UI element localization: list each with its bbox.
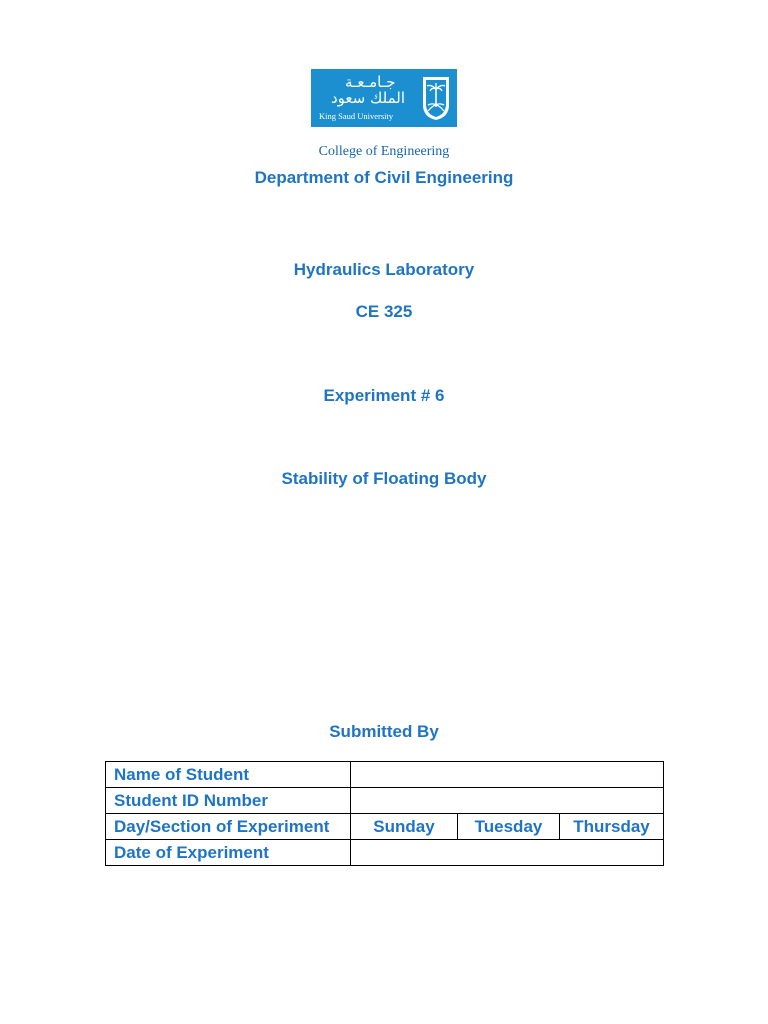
logo-arabic-line2: الملك سعود: [331, 89, 406, 107]
student-id-field[interactable]: [351, 788, 664, 814]
college-name: College of Engineering: [318, 144, 450, 159]
experiment-number: Experiment # 6: [323, 386, 445, 405]
logo-arabic-line1: جـامـعـة: [345, 73, 396, 91]
experiment-date-field[interactable]: [351, 840, 664, 866]
logo-english-name: King Saud University: [319, 111, 394, 121]
university-logo: [311, 69, 457, 127]
course-code: CE 325: [355, 302, 413, 321]
table-row: [106, 762, 664, 788]
student-info-table: [105, 761, 664, 866]
day-option-sunday[interactable]: Sunday: [351, 814, 458, 840]
day-option-tuesday[interactable]: Tuesday: [458, 814, 560, 840]
table-row: [106, 788, 664, 814]
table-row: [106, 840, 664, 866]
student-name-field[interactable]: [351, 762, 664, 788]
submitted-by-heading: Submitted By: [329, 722, 439, 741]
table-row: [106, 814, 664, 840]
name-label: Name of Student: [106, 762, 351, 788]
section-label: Day/Section of Experiment: [106, 814, 351, 840]
day-option-thursday[interactable]: Thursday: [560, 814, 664, 840]
palm-swords-emblem-icon: [421, 75, 451, 121]
department-name: Department of Civil Engineering: [254, 168, 514, 187]
id-label: Student ID Number: [106, 788, 351, 814]
date-label: Date of Experiment: [106, 840, 351, 866]
lab-name: Hydraulics Laboratory: [293, 260, 475, 279]
experiment-title: Stability of Floating Body: [281, 469, 487, 488]
